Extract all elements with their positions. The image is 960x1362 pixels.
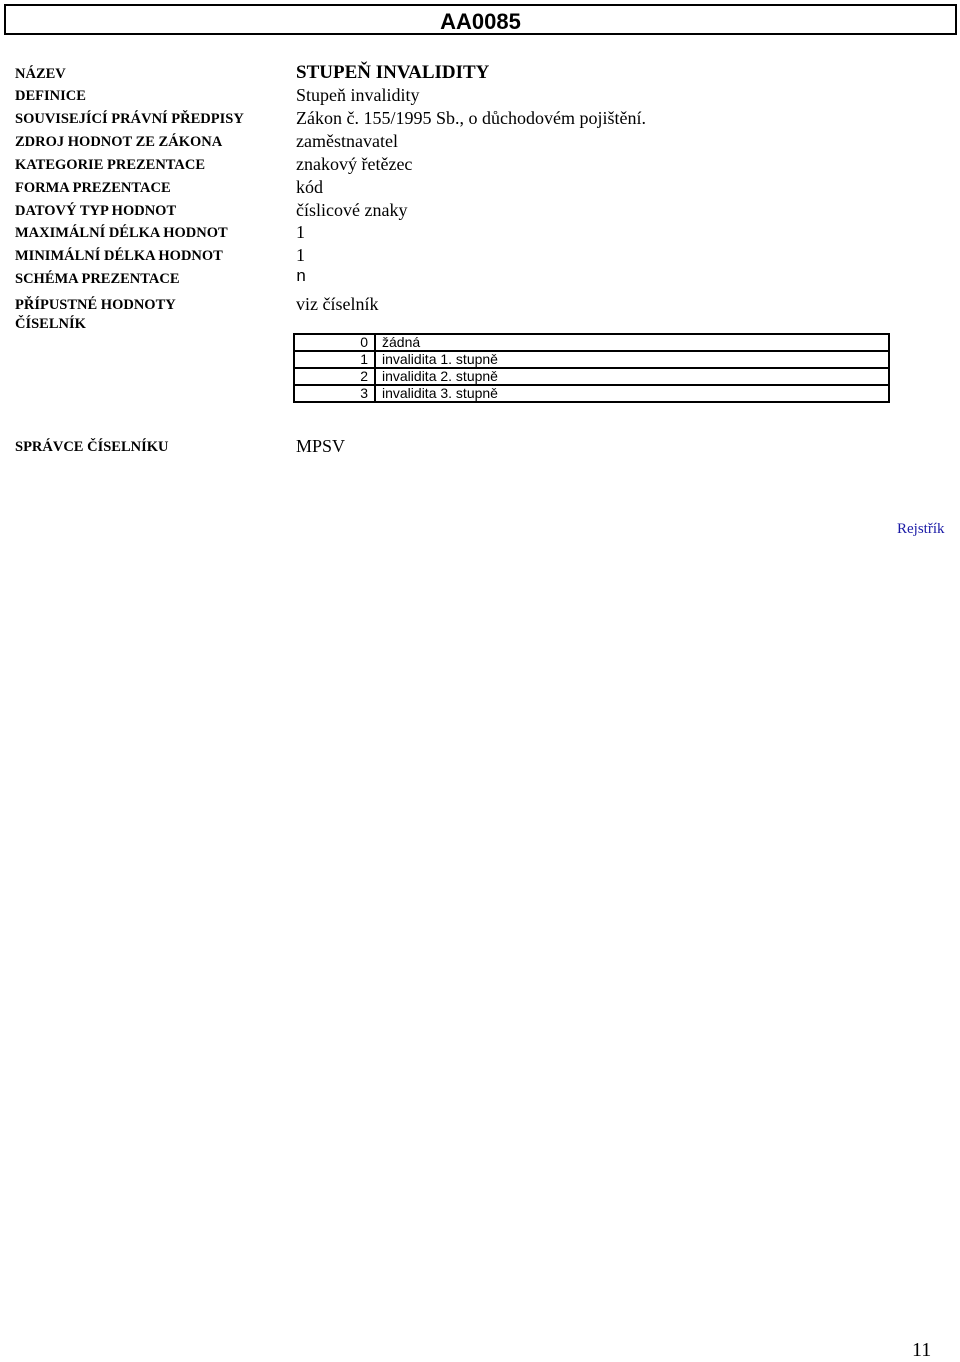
field-value: 1 [296, 222, 305, 242]
field-value: MPSV [296, 436, 346, 456]
code-cell: 3 [294, 385, 375, 402]
code-cell: 2 [294, 368, 375, 385]
header-box [4, 4, 957, 35]
meaning-cell: invalidita 2. stupně [375, 368, 889, 385]
field-label: ZDROJ HODNOT ZE ZÁKONA [15, 134, 223, 150]
table-row [294, 351, 889, 368]
table-row [294, 368, 889, 385]
field-value: Zákon č. 155/1995 Sb., o důchodovém pojištění. [296, 108, 646, 128]
field-label: SOUVISEJÍCÍ PRÁVNÍ PŘEDPISY [15, 111, 244, 127]
field-value: n [296, 268, 307, 287]
codelist-table [293, 333, 890, 403]
field-label: MINIMÁLNÍ DÉLKA HODNOT [15, 248, 223, 264]
page-number: 11 [912, 1339, 932, 1361]
field-label: NÁZEV [15, 66, 66, 82]
meaning-cell: invalidita 3. stupně [375, 385, 889, 402]
code-cell: 0 [294, 334, 375, 351]
index-link[interactable]: Rejstřík [897, 521, 945, 537]
record-code: AA0085 [440, 9, 521, 34]
field-label: PŘÍPUSTNÉ HODNOTY [15, 297, 176, 313]
field-label: MAXIMÁLNÍ DÉLKA HODNOT [15, 225, 228, 241]
field-value: číslicové znaky [296, 200, 408, 220]
field-value: 1 [296, 245, 305, 265]
field-value: viz číselník [296, 294, 379, 314]
field-label: SPRÁVCE ČÍSELNÍKU [15, 439, 169, 455]
field-value: kód [296, 177, 323, 197]
table-row [294, 385, 889, 402]
field-label: SCHÉMA PREZENTACE [15, 271, 180, 287]
field-value: zaměstnavatel [296, 131, 398, 151]
field-label: DATOVÝ TYP HODNOT [15, 203, 177, 219]
field-label: DEFINICE [15, 88, 86, 104]
table-row [294, 334, 889, 351]
field-label: FORMA PREZENTACE [15, 180, 171, 196]
field-label: KATEGORIE PREZENTACE [15, 157, 206, 173]
meaning-cell: invalidita 1. stupně [375, 351, 889, 368]
code-cell: 1 [294, 351, 375, 368]
meaning-cell: žádná [375, 334, 889, 351]
field-value: Stupeň invalidity [296, 85, 420, 105]
field-value: znakový řetězec [296, 154, 413, 174]
field-value-title: STUPEŇ INVALIDITY [296, 62, 490, 83]
field-label: ČÍSELNÍK [15, 316, 86, 332]
